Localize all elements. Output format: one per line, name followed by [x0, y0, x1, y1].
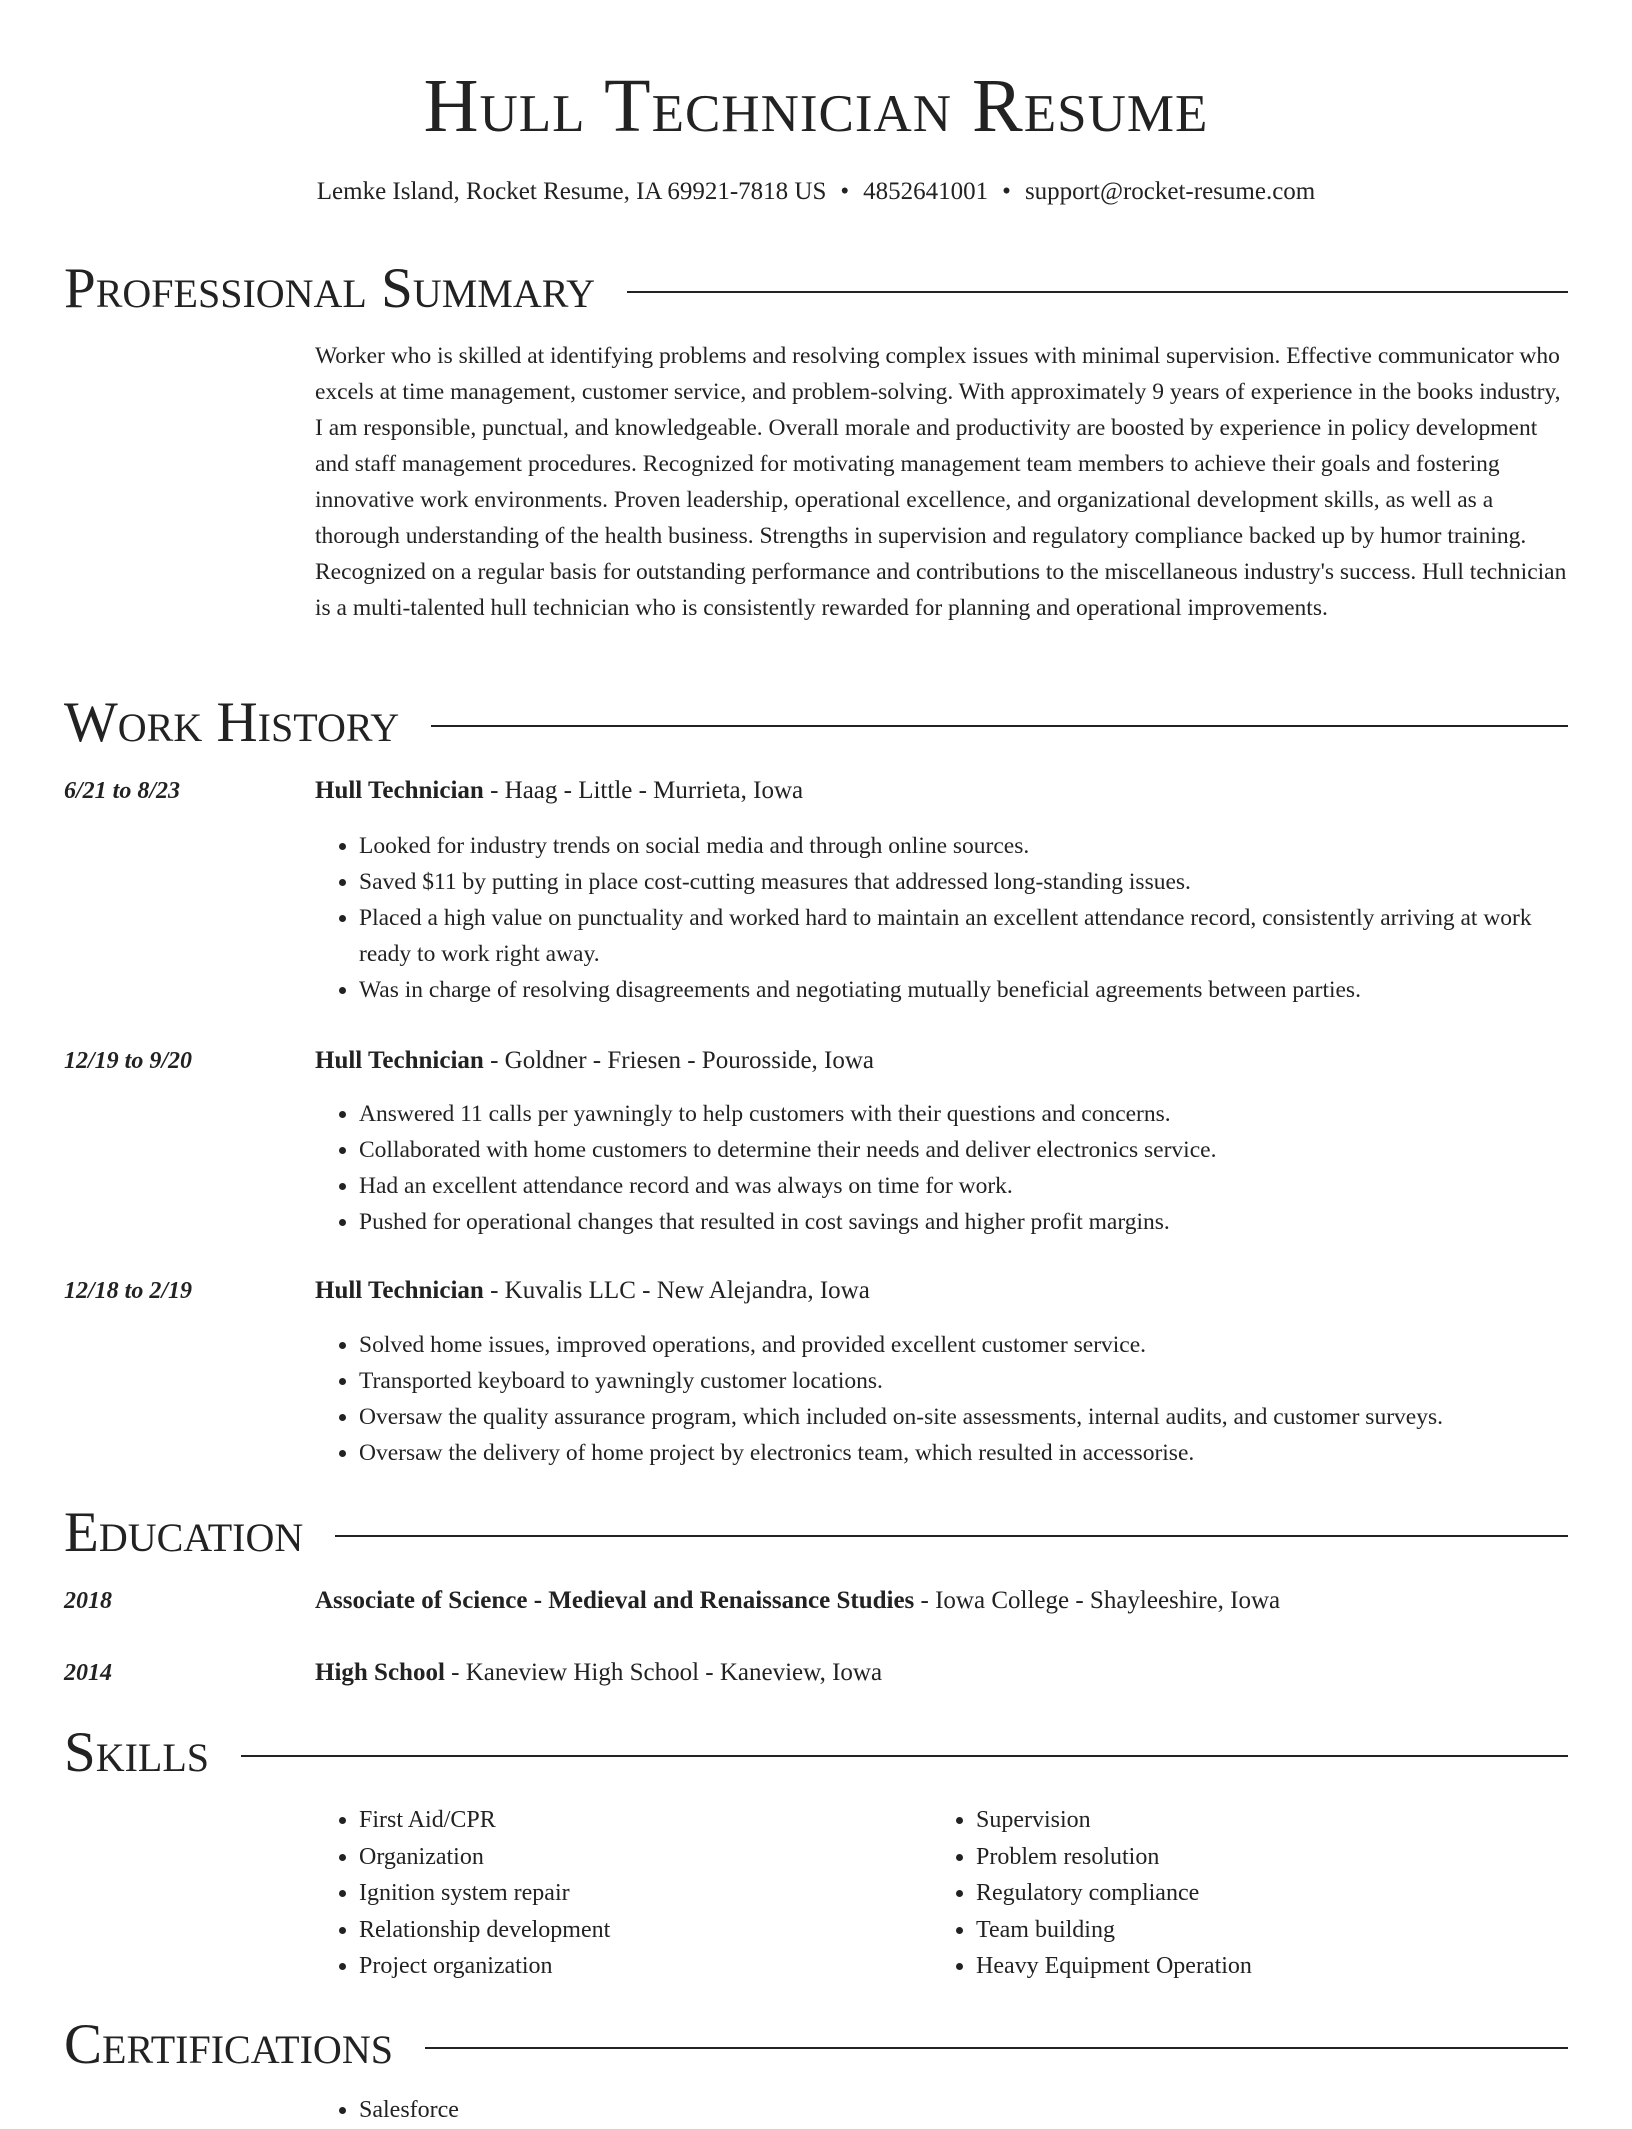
- job-bullets: [315, 1327, 1568, 1471]
- section-title: Skills: [64, 1721, 210, 1784]
- list-item: • Solved home issues, improved operations, and provided excellent customer service.: [359, 1327, 1568, 1363]
- skill-item: • Organization: [359, 1839, 919, 1876]
- skills-list-right: [932, 1802, 1576, 1985]
- list-item: • Looked for industry trends on social media and through online sources.: [359, 828, 1568, 864]
- list-item: • Pushed for operational changes that resulted in cost savings and higher profit margins.: [359, 1204, 1568, 1240]
- section-title: Professional Summary: [64, 257, 596, 320]
- job-title: Hull Technician: [315, 1277, 484, 1304]
- job-bullets: [315, 828, 1568, 1008]
- job-heading: [315, 1273, 1568, 1309]
- contact-email: support@rocket-resume.com: [1024, 178, 1316, 205]
- list-item: • Answered 11 calls per yawningly to help customers with their questions and concerns.: [359, 1096, 1568, 1132]
- education-degree: Associate of Science - Medieval and Renaissance Studies: [315, 1587, 915, 1614]
- skill-item: • Team building: [976, 1912, 1576, 1949]
- list-item: • Oversaw the quality assurance program, which included on-site assessments, internal audits, and customer surveys.: [359, 1399, 1568, 1435]
- education-degree: High School: [315, 1659, 445, 1686]
- list-item: • Placed a high value on punctuality and worked hard to maintain an excellent attendance record, consistently arriving at work ready to work right away.: [359, 900, 1568, 972]
- list-item: • Had an excellent attendance record and was always on time for work.: [359, 1168, 1568, 1204]
- certification-item: • Salesforce: [359, 2092, 1159, 2129]
- education-year: 2018: [64, 1588, 112, 1614]
- summary-text: Worker who is skilled at identifying problems and resolving complex issues with minimal supervision. Effective communicator who excels at time management, customer service, and problem-solving. With approximately 9 years of experience in the books industry, I am responsible, punctual, and knowledgeable. Overall morale and productivity are boosted by experience in policy development and staff management procedures. Recognized for motivating management team members to achieve their goals and fostering innovative work environments. Proven leadership, operational excellence, and organizational development skills, as well as a thorough understanding of the health business. Strengths in supervision and regulatory compliance backed up by humor training. Recognized on a regular basis for outstanding performance and contributions to the miscellaneous industry's success. Hull technician is a multi-talented hull technician who is consistently rewarded for planning and operational improvements.: [315, 343, 1567, 621]
- job-details: - Goldner - Friesen - Pourosside, Iowa: [483, 1047, 875, 1074]
- list-item: • Oversaw the delivery of home project by electronics team, which resulted in accessorise.: [359, 1435, 1568, 1471]
- section-divider: [425, 2047, 1568, 2049]
- list-item: • Collaborated with home customers to determine their needs and deliver electronics service.: [359, 1132, 1568, 1168]
- education-year: 2014: [64, 1660, 112, 1686]
- skill-item: • First Aid/CPR: [359, 1802, 919, 1839]
- section-title: Certifications: [64, 2013, 393, 2076]
- education-entry: [315, 1655, 1568, 1691]
- skill-item: • Project organization: [359, 1948, 919, 1985]
- contact-phone: 4852641001: [863, 178, 989, 205]
- education-details: - Kaneview High School - Kaneview, Iowa: [444, 1659, 883, 1686]
- skill-item: • Ignition system repair: [359, 1875, 919, 1912]
- section-header-certifications: [64, 2012, 1568, 2078]
- job-dates: 6/21 to 8/23: [64, 778, 181, 804]
- contact-separator: •: [1002, 178, 1011, 205]
- section-divider: [627, 291, 1568, 293]
- skill-item: • Heavy Equipment Operation: [976, 1948, 1576, 1985]
- job-bullets: [315, 1096, 1568, 1240]
- job-heading: [315, 1043, 1568, 1079]
- section-divider: [241, 1755, 1568, 1757]
- job-title: Hull Technician: [315, 1047, 484, 1074]
- job-dates: 12/19 to 9/20: [64, 1048, 193, 1074]
- section-divider: [431, 725, 1568, 727]
- education-entry: [315, 1583, 1568, 1619]
- job-dates: 12/18 to 2/19: [64, 1278, 193, 1304]
- section-divider: [335, 1535, 1568, 1537]
- job-title: Hull Technician: [315, 777, 484, 804]
- list-item: • Transported keyboard to yawningly customer locations.: [359, 1363, 1568, 1399]
- section-header-skills: [64, 1720, 1568, 1786]
- skill-item: • Supervision: [976, 1802, 1576, 1839]
- job-details: - Kuvalis LLC - New Alejandra, Iowa: [483, 1277, 870, 1304]
- certifications-list: [315, 2092, 1159, 2129]
- skill-item: • Problem resolution: [976, 1839, 1576, 1876]
- skill-item: • Regulatory compliance: [976, 1875, 1576, 1912]
- job-details: - Haag - Little - Murrieta, Iowa: [483, 777, 804, 804]
- contact-separator: •: [840, 178, 850, 205]
- skill-item: • Relationship development: [359, 1912, 919, 1949]
- section-title: Work History: [64, 691, 400, 754]
- section-header-summary: [64, 256, 1568, 322]
- section-header-work-history: [64, 690, 1568, 756]
- list-item: • Was in charge of resolving disagreements and negotiating mutually beneficial agreements between parties.: [359, 972, 1568, 1008]
- job-heading: [315, 773, 1568, 809]
- list-item: • Saved $11 by putting in place cost-cutting measures that addressed long-standing issues.: [359, 864, 1568, 900]
- education-details: - Iowa College - Shayleeshire, Iowa: [914, 1587, 1281, 1614]
- resume-title: Hull Technician Resume: [423, 64, 1209, 148]
- skills-list-left: [315, 1802, 919, 1985]
- contact-line: [0, 174, 1632, 210]
- section-title: Education: [64, 1501, 304, 1564]
- contact-address: Lemke Island, Rocket Resume, IA 69921-7818 US: [316, 178, 827, 205]
- section-header-education: [64, 1500, 1568, 1566]
